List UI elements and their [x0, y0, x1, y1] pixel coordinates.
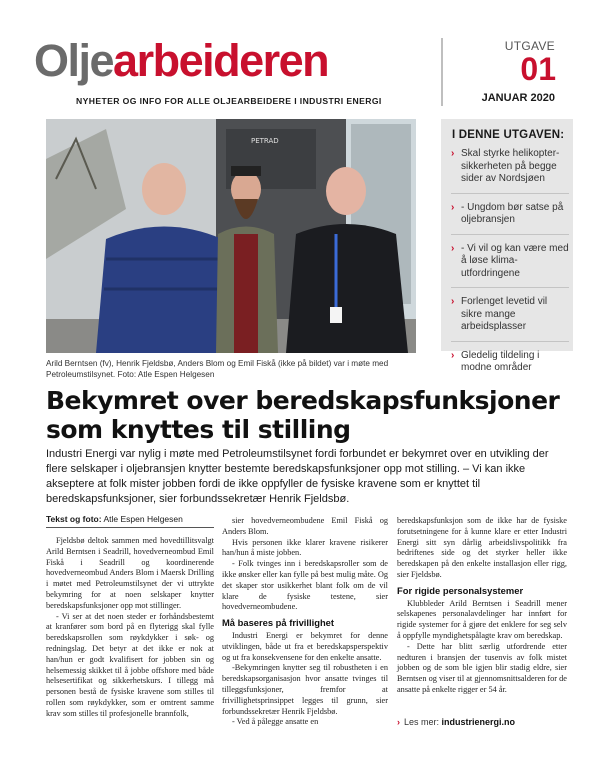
subheading: Må baseres på frivillighet: [222, 617, 335, 629]
paragraph: - Dette har blitt særlig utfordrende etter nedturen i bransjen der tusenvis av folk mistet jobben og de som ble igjen blir stadig eldre, sier Berntsen og viser til at gjennomsnittsalderen for de ansatte på enkelte rigger er 54 år.: [397, 641, 567, 694]
read-more-label: Les mer:: [404, 717, 440, 727]
paragraph: - Ved å pålegge ansatte en: [232, 717, 319, 727]
cover-photo: [46, 119, 416, 353]
logo-part-arbeideren: arbeideren: [113, 35, 329, 86]
paragraph: Hvis personen ikke klarer kravene risikerer han/hun å miste jobben.: [222, 537, 388, 558]
sidebar-heading: I DENNE UTGAVEN:: [452, 129, 565, 141]
article-headline: Bekymret over beredskapsfunksjoner som knyttes til stilling: [46, 386, 560, 444]
byline: [46, 514, 183, 524]
sidebar-item[interactable]: › Gledelig tildeling i modne områder: [451, 350, 569, 375]
paragraph: Industri Energi er bekymret for denne utviklingen, både ut fra et beredskapsperspektiv og ut fra konsekvensene for den enkelte ansatte.: [222, 630, 388, 662]
sidebar-item[interactable]: › Forlenget levetid vil sikre mange arbeidsplasser: [451, 296, 569, 342]
contents-sidebar: [441, 119, 573, 373]
byline-divider: [46, 527, 214, 528]
article-column-2: [222, 516, 388, 728]
paragraph: Fjeldsbø deltok sammen med hovedtillitsvalgt Arild Berntsen i Seadrill, hovedverneombud Emil Fiskå i Seadrill og koordinerende hovedverneombud Anders Blom i Maersk Drilling i møtet med Petroleumstilsynet der vi uttrykte bekymring for at noen selskaper knytter beredskapsfunksjoner opp mot stillinger.: [46, 536, 214, 610]
sidebar-item[interactable]: › Skal styrke helikoptersikkerheten på begge sider av Nordsjøen: [451, 148, 569, 194]
paragraph: Klubbleder Arild Berntsen i Seadrill mener selskapenes personalavdelinger har innført for rigide systemer for å gjøre det enklere for seg selv å oppfylle myndighetspålagte krav om beredskap.: [397, 598, 567, 640]
read-more-link[interactable]: industrienergi.no: [441, 717, 516, 727]
paragraph: -Bekymringen knytter seg til robustheten i en beredskapsorganisasjon hvor ansatte tvinges til tilleggsfunksjoner, fremfor at frivillighetsprinsippet legges til grunn, sier forbundssekretær Henrik Fjeldsbø.: [222, 663, 388, 716]
article-column-1: [46, 536, 214, 720]
issue-number: 01: [520, 51, 556, 87]
sidebar-list: [451, 148, 569, 383]
paragraph: sier hovedverneombudene Emil Fiskå og Anders Blom.: [222, 516, 388, 536]
sidebar-item[interactable]: › - Ungdom bør satse på oljebransjen: [451, 202, 569, 235]
cover-photo-illustration: [46, 119, 416, 353]
article-column-3: [397, 516, 567, 696]
paragraph: - Vi ser at det noen steder er forhåndsbestemt at kranfører som bord på en flyterigg skal fylle beredskapsrollen som røykdykker i søk- og redningslag. Det betyr at det ikke er nok at han/hun er godt kvalifisert for jobben sin og helsemessig skikket til å jobbe offshore med både helsesertifikat og sikkerhetskurs. I tillegg må personen bestå de fysiske kravene som stilles til rollen som røykdykker, som er omtrent samme krav som stilles til profesjonelle brannfolk,: [46, 611, 214, 718]
issue-label: UTGAVE: [504, 39, 555, 53]
byline-name: Atle Espen Helgesen: [103, 514, 183, 524]
article-lead: Industri Energi var nylig i møte med Petroleumstilsynet fordi forbundet er bekymret over en utvikling der flere selskaper i oljebransjen knytter bestemte beredskapsfunksjoner opp mot stilling. – Vi kan ikke akseptere at folk mister jobben fordi de ikke oppfyller de fysiske kravene som er knyttet til beredskapsfunksjoner, sier forbundssekretær Henrik Fjeldsbø.: [46, 448, 549, 505]
masthead-divider: [441, 38, 443, 106]
read-more: [397, 717, 515, 727]
masthead-logo: [34, 35, 329, 86]
paragraph: beredskapsfunksjon som de ikke har de fysiske forutsetningene for å kunne klare er etter Industri Energi sitt syn dårlig arbeidslivspolitikk fra bedriftenes side og det styrker heller ikke beredskapen på den enkelte installasjon eller rigg, sier Fjeldsbø.: [397, 516, 567, 579]
logo-part-olje: Olje: [34, 35, 114, 86]
chevron-right-icon: ›: [397, 717, 400, 727]
photo-caption: Arild Berntsen (fv), Henrik Fjeldsbø, Anders Blom og Emil Fiskå (ikke på bildet) var i møte med Petroleumstilsynet. Foto: Atle Espen Helgesen: [46, 359, 389, 379]
issue-date: JANUAR 2020: [481, 92, 555, 104]
subheading: For rigide personalsystemer: [397, 584, 524, 596]
sidebar-item[interactable]: › - Vi vil og kan være med å løse klimautfordringene: [451, 243, 569, 289]
paragraph: - Folk tvinges inn i beredskapsroller som de ikke ønsker eller kan fylle på best mulig måte. Og det skaper stor usikkerhet blant folk om de vil klare de fysiske testene, sier hovedverneombudene.: [222, 559, 388, 612]
building-sign: PETRAD: [251, 137, 279, 145]
byline-label: Tekst og foto:: [46, 514, 102, 524]
masthead-tagline: NYHETER OG INFO FOR ALLE OLJEARBEIDERE I INDUSTRI ENERGI: [76, 96, 382, 106]
